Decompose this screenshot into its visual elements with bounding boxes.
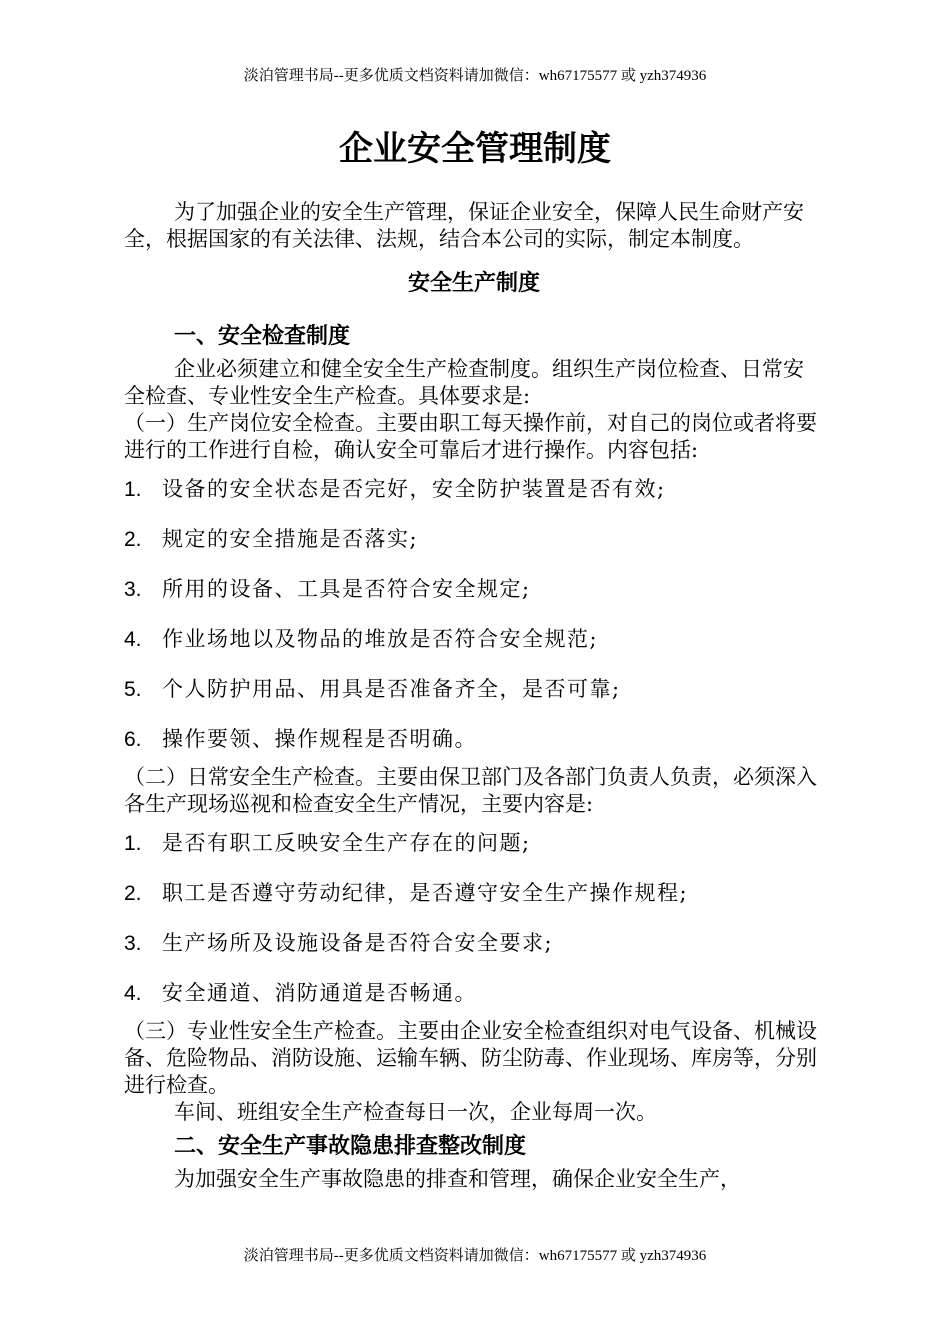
header-note: 淡泊管理书局--更多优质文档资料请加微信：wh67175577 或 yzh374936 xyxy=(243,68,707,84)
inspection-frequency: 车间、班组安全生产检查每日一次，企业每周一次。 xyxy=(174,1100,657,1124)
list-item-number: 4. xyxy=(124,628,142,651)
list-item xyxy=(124,676,824,726)
part-1-list xyxy=(124,476,824,760)
list-item-number: 6. xyxy=(124,728,142,751)
list-item-text: 生产场所及设施设备是否符合安全要求; xyxy=(162,931,554,955)
list-item-text: 个人防护用品、用具是否准备齐全，是否可靠; xyxy=(162,677,621,701)
list-item xyxy=(124,980,824,1014)
list-item-number: 3. xyxy=(124,932,142,955)
section-1-part-1: （一）生产岗位安全检查。主要由职工每天操作前，对自己的岗位或者将要进行的工作进行自检，确认安全可靠后才进行操作。内容包括: xyxy=(124,411,817,462)
list-item-text: 规定的安全措施是否落实; xyxy=(162,527,419,551)
list-item-text: 职工是否遵守劳动纪律，是否遵守安全生产操作规程; xyxy=(162,881,689,905)
list-item xyxy=(124,880,824,930)
list-item-text: 作业场地以及物品的堆放是否符合安全规范; xyxy=(162,627,599,651)
part-2-list xyxy=(124,830,824,1014)
document-body xyxy=(124,199,824,1193)
list-item-number: 1. xyxy=(124,478,142,501)
list-item-number: 3. xyxy=(124,578,142,601)
intro-paragraph: 为了加强企业的安全生产管理，保证企业安全，保障人民生命财产安全，根据国家的有关法律、法规，结合本公司的实际，制定本制度。 xyxy=(124,200,804,251)
footer-note: 淡泊管理书局--更多优质文档资料请加微信：wh67175577 或 yzh374936 xyxy=(243,1248,707,1264)
section-1-intro: 企业必须建立和健全安全生产检查制度。组织生产岗位检查、日常安全检查、专业性安全生产检查。具体要求是: xyxy=(124,357,804,408)
list-item-number: 5. xyxy=(124,678,142,701)
list-item xyxy=(124,476,824,526)
list-item xyxy=(124,830,824,880)
list-item-text: 安全通道、消防通道是否畅通。 xyxy=(162,981,477,1005)
list-item-text: 是否有职工反映安全生产存在的问题; xyxy=(162,831,531,855)
section-1-part-2: （二）日常安全生产检查。主要由保卫部门及各部门负责人负责，必须深入各生产现场巡视和检查安全生产情况，主要内容是: xyxy=(124,765,817,816)
list-item xyxy=(124,576,824,626)
list-item xyxy=(124,626,824,676)
list-item xyxy=(124,526,824,576)
list-item xyxy=(124,930,824,980)
section-1-heading: 一、安全检查制度 xyxy=(174,324,351,349)
section-2-intro: 为加强安全生产事故隐患的排查和管理，确保企业安全生产， xyxy=(174,1167,741,1191)
section-1-part-3: （三）专业性安全生产检查。主要由企业安全检查组织对电气设备、机械设备、危险物品、消防设施、运输车辆、防尘防毒、作业现场、库房等，分别进行检查。 xyxy=(124,1019,817,1097)
list-item-number: 2. xyxy=(124,882,142,905)
list-item-number: 1. xyxy=(124,832,142,855)
list-item-text: 操作要领、操作规程是否明确。 xyxy=(162,727,477,751)
list-item-number: 4. xyxy=(124,982,142,1005)
document-title: 企业安全管理制度 xyxy=(339,129,611,169)
list-item-text: 所用的设备、工具是否符合安全规定; xyxy=(162,577,531,601)
list-item-text: 设备的安全状态是否完好，安全防护装置是否有效; xyxy=(162,477,666,501)
list-item-number: 2. xyxy=(124,528,142,551)
section-2-heading: 二、安全生产事故隐患排查整改制度 xyxy=(174,1134,527,1159)
subtitle: 安全生产制度 xyxy=(407,271,540,296)
list-item xyxy=(124,726,824,760)
